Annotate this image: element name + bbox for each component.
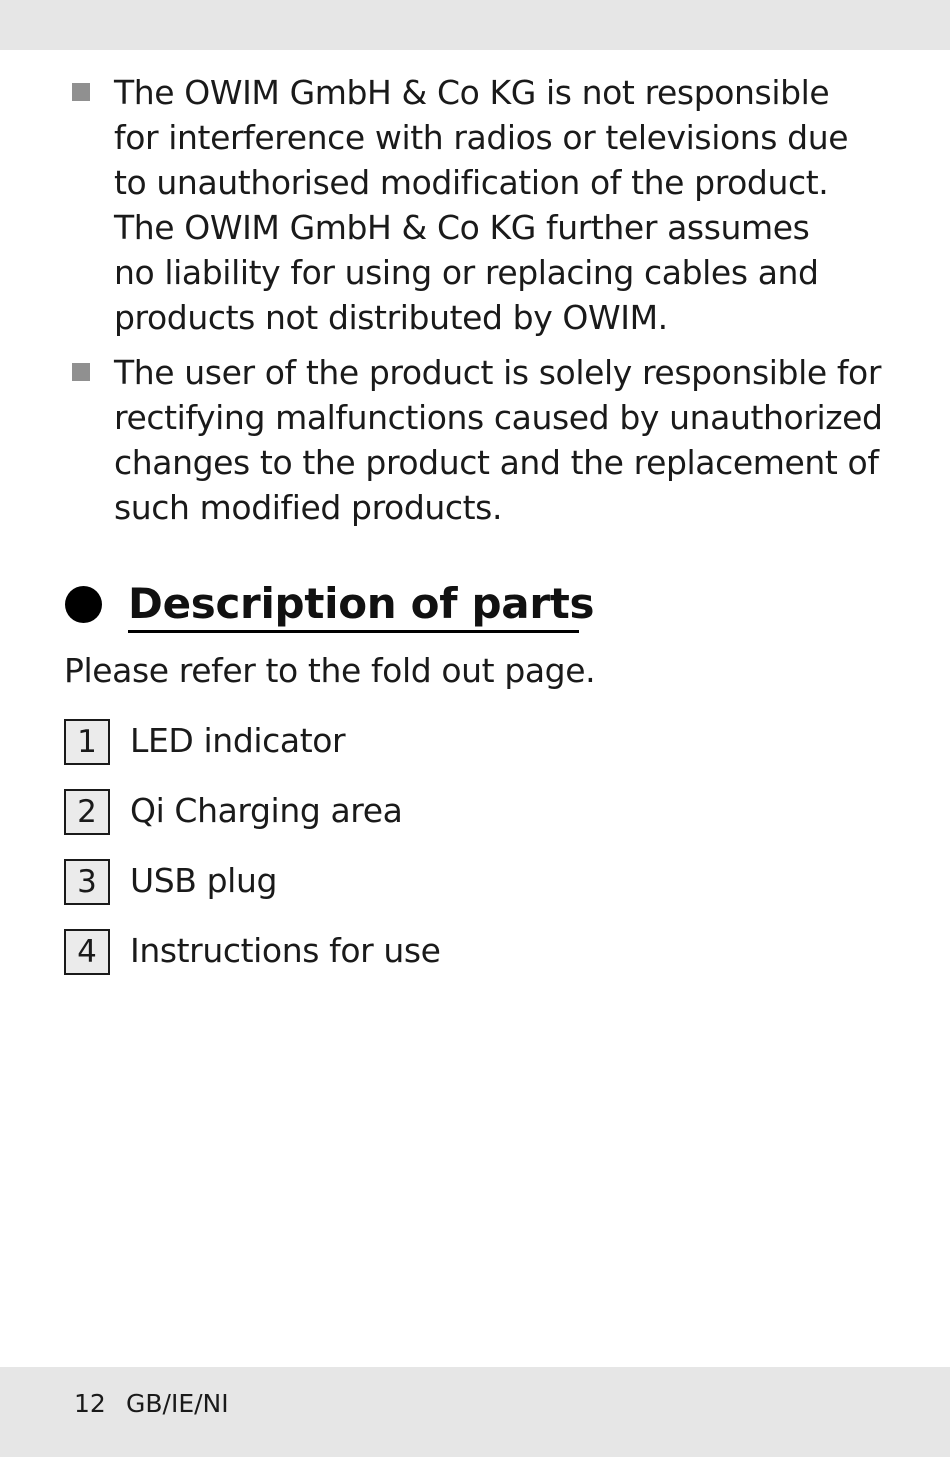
- bullet-line: The OWIM GmbH & Co KG further assumes: [114, 208, 810, 247]
- bullet-line: such modified products.: [114, 488, 503, 527]
- part-number-box: 2: [64, 789, 110, 835]
- bullet-line: no liability for using or replacing cables and: [114, 253, 819, 292]
- part-label: USB plug: [130, 861, 278, 900]
- bullet-line: for interference with radios or televisions due: [114, 118, 849, 157]
- part-label: Instructions for use: [130, 931, 441, 970]
- bullet-line: The user of the product is solely responsible for: [114, 353, 882, 392]
- part-number-box: 4: [64, 929, 110, 975]
- square-bullet-icon: [72, 363, 90, 381]
- section-dot-icon: [65, 586, 102, 623]
- part-label: LED indicator: [130, 721, 346, 760]
- section-title: Description of parts: [128, 579, 595, 628]
- bullet-line: to unauthorised modification of the product.: [114, 163, 829, 202]
- bullet-line: rectifying malfunctions caused by unauthorized: [114, 398, 883, 437]
- bullet-line: changes to the product and the replacement of: [114, 443, 879, 482]
- section-title-underline: [128, 630, 579, 633]
- square-bullet-icon: [72, 83, 90, 101]
- part-label: Qi Charging area: [130, 791, 403, 830]
- bullet-item-liability: [114, 70, 854, 340]
- bullet-item-user-responsibility: [114, 350, 883, 530]
- bullet-line: The OWIM GmbH & Co KG is not responsible: [114, 73, 830, 112]
- page-top-band: [0, 0, 950, 50]
- part-number-box: 3: [64, 859, 110, 905]
- part-number-box: 1: [64, 719, 110, 765]
- bullet-line: products not distributed by OWIM.: [114, 298, 668, 337]
- footer-locale: GB/IE/NI: [126, 1389, 229, 1418]
- section-intro: Please refer to the fold out page.: [64, 651, 596, 690]
- footer-page-number: 12: [74, 1389, 106, 1418]
